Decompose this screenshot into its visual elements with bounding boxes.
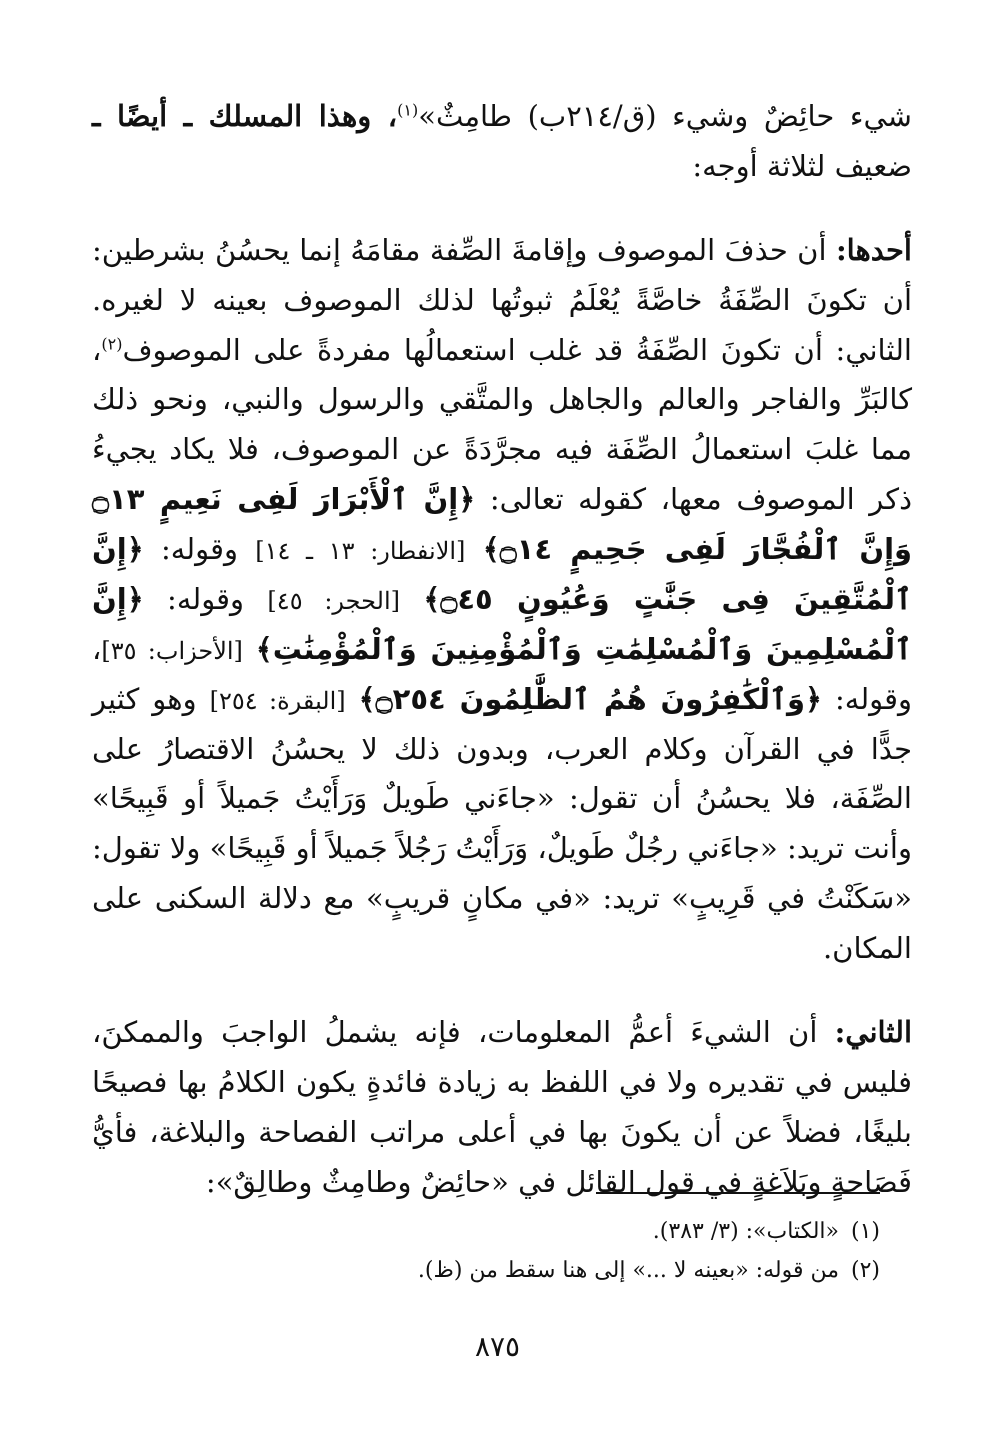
connector-1: وقوله: [160, 532, 238, 566]
connector-3: ، وقوله: [92, 631, 913, 716]
intro-text: شيء حائِضٌ وشيء (ق/٢١٤ب) طامِثٌ» [418, 99, 912, 133]
first-reason-text-c: وهو كثير جدًّا في القرآن وكلام العرب، وبدون ذلك لا يحسُنُ الاقتصارُ على الصِّفَة، فلا يحسُنُ أن تقول: «جاءَني طَويلٌ وَرَأَيْتُ جَميلاً أو قَبِيحًا» وأنت تريد: «جاءَني رجُلٌ طَويلٌ، وَرَأَيْتُ رَجُلاً جَميلاً أو قَبِيحًا» ولا تقول: «سَكَنْتُ في قَرِيبٍ» تريد: «في مكانٍ قريبٍ» مع دلالة السكنى على المكان. [92, 681, 912, 965]
footnote-1-number: (١) [850, 1219, 880, 1244]
connector-2: وقوله: [167, 581, 245, 616]
page-number: ٨٧٥ [474, 1330, 521, 1363]
first-reason-lead: أحدها: [835, 232, 912, 267]
verse-ref-hijr: [الحجر: ٤٥] [267, 586, 400, 615]
intro-continuation: ، وهذا المسلك ـ أيضًا ـ [92, 99, 398, 133]
intro-line-2: ضعيف لثلاثة أوجه: [692, 148, 912, 183]
footnote-marker-1[interactable]: (١) [397, 100, 419, 120]
quran-verse-infitar: ﴿إِنَّ ٱلْأَبْرَارَ لَفِى نَعِيمٍ ۝١٣ وَإِنَّ ٱلْفُجَّارَ لَفِى جَحِيمٍ ۝١٤﴾ [92, 482, 913, 566]
second-reason-text: أن الشيءَ أعمُّ المعلومات، فإنه يشملُ الواجبَ والممكنَ، فليس في تقديره ولا في اللفظ به زيادة فائدةٍ يكون الكلامُ بها فصيحًا بليغًا، فضلاً عن أن يكونَ بها في أعلى مراتب الفصاحة والبلاغة، فأيُّ فَصَاحةٍ وبَلاَغةٍ في قول القائل في «حائِضٌ وطامِثٌ وطالِقٌ»: [92, 1014, 912, 1199]
paragraph-first-reason [92, 226, 912, 974]
verse-ref-infitar: [الانفطار: ١٣ ـ ١٤] [255, 537, 466, 565]
first-reason-text-a: أن حذفَ الموصوف وإقامةَ الصِّفة مقامَهُ إنما يحسُنُ بشرطين: أن تكونَ الصِّفَةُ خاصَّةً يُعْلَمُ ثبوتُها لذلك الموصوف بعينه لا لغيره. الثاني: أن تكونَ الصِّفَةُ قد غلب استعمالُها مفردةً على الموصوف [92, 232, 912, 367]
verse-ref-ahzab: [الأحزاب: ٣٥] [101, 636, 243, 665]
footnote-separator [596, 1192, 880, 1194]
paragraph-intro [92, 92, 912, 192]
footnote-1 [92, 1214, 880, 1249]
quran-verse-ahzab: ﴿إِنَّ ٱلْمُسْلِمِينَ وَٱلْمُسْلِمَٰتِ وَٱلْمُؤْمِنِينَ وَٱلْمُؤْمِنَٰتِ﴾ [92, 581, 913, 666]
second-reason-lead: الثاني: [834, 1014, 913, 1049]
first-reason-text-b: ، كالبَرِّ والفاجر والعالم والجاهل والمتَّقي والرسول والنبي، ونحو ذلك مما غلبَ استعمالُ الصِّفَة فيه مجرَّدَةً عن الموصوف، فلا يكاد يجيءُ ذكر الموصوف معها، كقوله تعالى: [92, 332, 913, 517]
footnote-2 [92, 1253, 880, 1288]
page-body [92, 92, 912, 1207]
footnote-2-text: من قوله: «بعينه لا ...» إلى هنا سقط من (ظ). [417, 1258, 839, 1284]
footnotes [92, 1214, 880, 1292]
verse-ref-baqarah: [البقرة: ٢٥٤] [209, 686, 346, 715]
footnote-2-number: (٢) [850, 1258, 880, 1284]
quran-verse-hijr: ﴿إِنَّ ٱلْمُتَّقِينَ فِى جَنَّٰتٍ وَعُيُونٍ ۝٤٥﴾ [92, 532, 913, 616]
paragraph-second-reason [92, 1008, 912, 1208]
footnote-marker-2[interactable]: (٢) [101, 333, 123, 353]
footnote-1-text: «الكتاب»: (٣/ ٣٨٣). [652, 1219, 839, 1244]
quran-verse-baqarah: ﴿وَٱلْكَٰفِرُونَ هُمُ ٱلظَّٰلِمُونَ ۝٢٥٤﴾ [358, 681, 822, 716]
